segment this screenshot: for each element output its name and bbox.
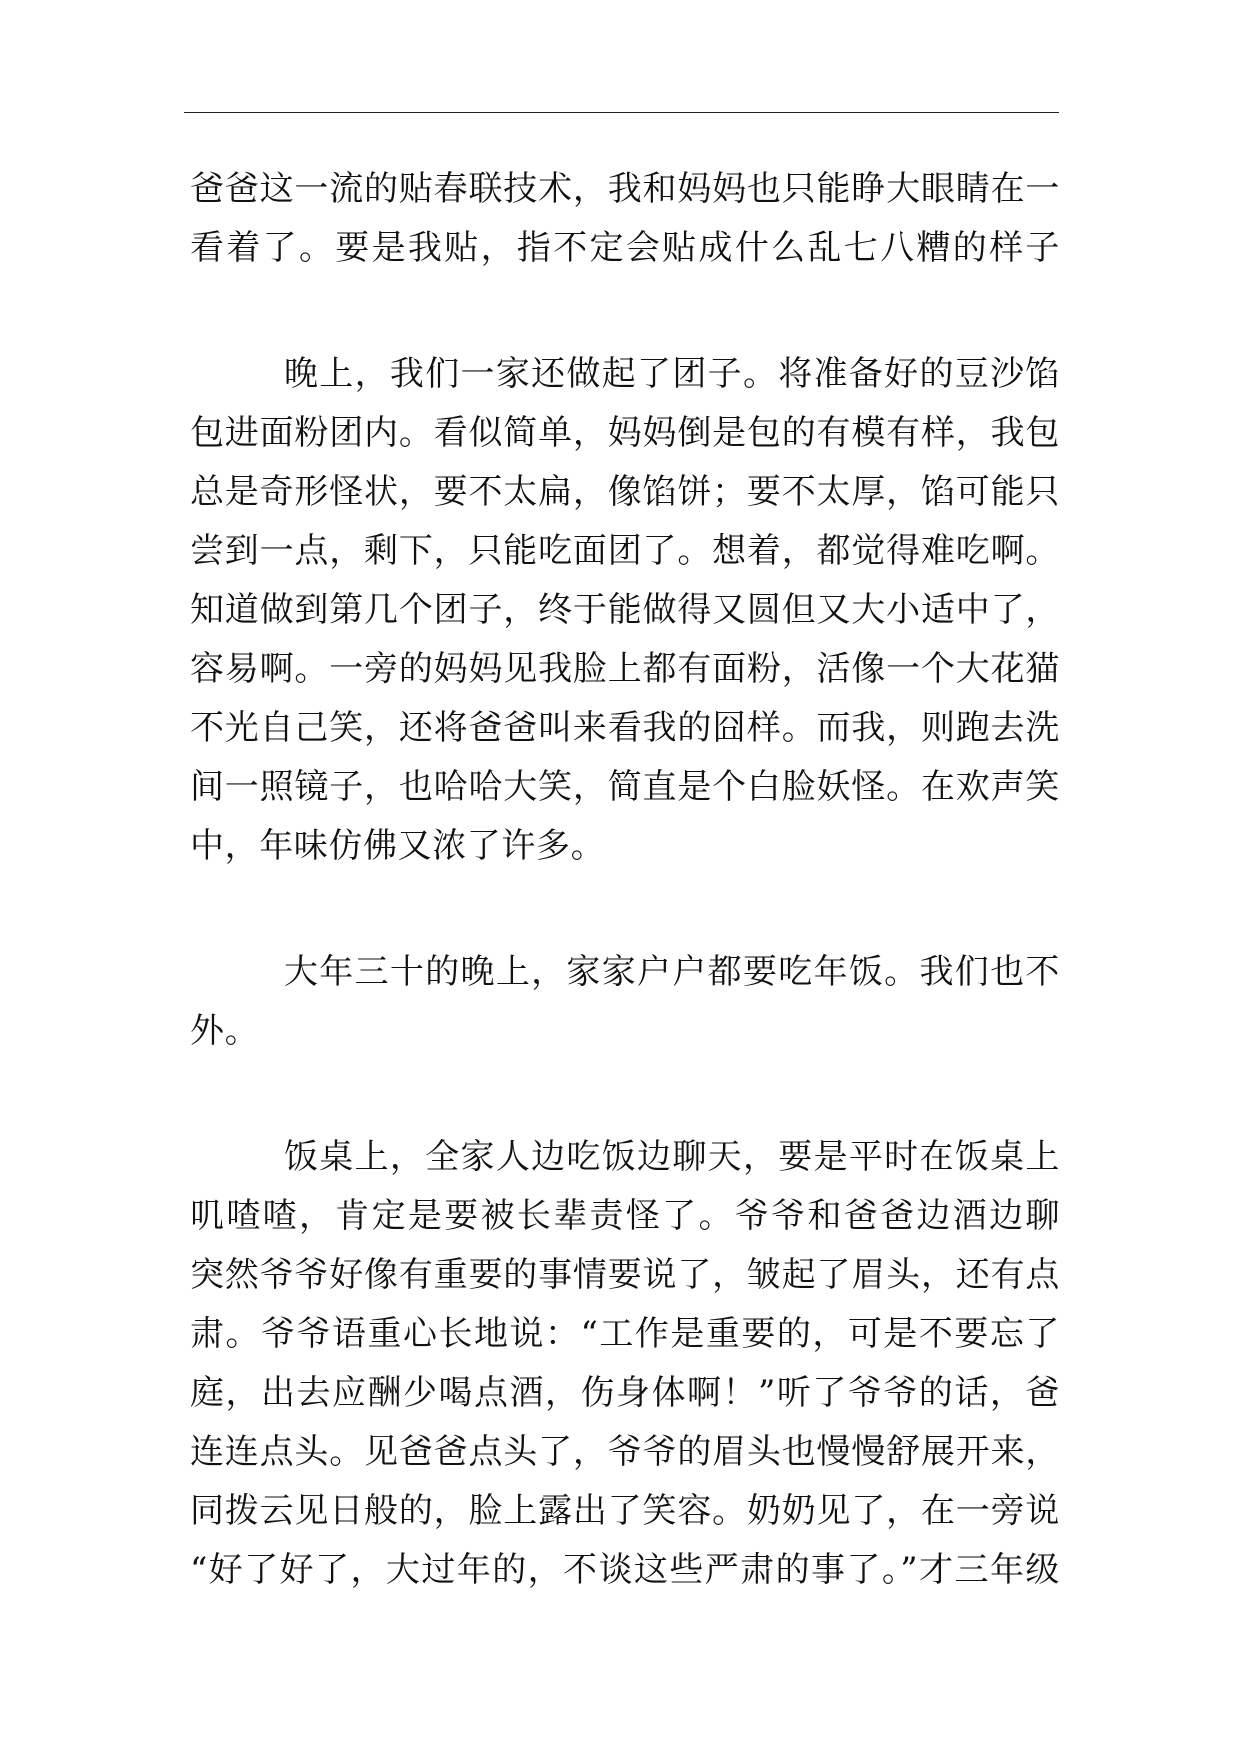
- text-line: 连连点头。见爸爸点头了，爷爷的眉头也慢慢舒展开来，: [190, 1432, 1060, 1472]
- text-line: 肃。爷爷语重心长地说：“工作是重要的，可是不要忘了: [190, 1314, 1060, 1354]
- text-line: 不光自己笑，还将爸爸叫来看我的囧样。而我，则跑去洗: [190, 708, 1060, 748]
- text-line: 爸爸这一流的贴春联技术，我和妈妈也只能睁大眼睛在一: [190, 169, 1060, 209]
- text-line: 包进面粉团内。看似简单，妈妈倒是包的有模有样，我包: [190, 413, 1060, 453]
- text-line: 看着了。要是我贴，指不定会贴成什么乱七八糟的样子: [190, 228, 1060, 268]
- text-line: 庭，出去应酬少喝点酒，伤身体啊！”听了爷爷的话，爸: [190, 1373, 1060, 1413]
- text-line: 叽喳喳，肯定是要被长辈责怪了。爷爷和爸爸边酒边聊: [190, 1196, 1060, 1236]
- text-line: 知道做到第几个团子，终于能做得又圆但又大小适中了，: [190, 590, 1060, 630]
- header-rule: [184, 112, 1059, 113]
- text-line: 饭桌上，全家人边吃饭边聊天，要是平时在饭桌上: [284, 1137, 1060, 1177]
- paragraph-4: [190, 1128, 1060, 1600]
- text-line: 同拨云见日般的，脸上露出了笑容。奶奶见了，在一旁说: [190, 1491, 1060, 1531]
- text-line: 尝到一点，剩下，只能吃面团了。想着，都觉得难吃啊。: [190, 531, 1060, 571]
- text-line: 大年三十的晚上，家家户户都要吃年饭。我们也不: [284, 952, 1060, 992]
- paragraph-3: [190, 943, 1060, 1061]
- paragraph-2: [190, 345, 1060, 876]
- text-line: “好了好了，大过年的，不谈这些严肃的事了。”才三年级: [190, 1550, 1060, 1590]
- text-line: 总是奇形怪状，要不太扁，像馅饼；要不太厚，馅可能只: [190, 472, 1060, 512]
- text-line: 突然爷爷好像有重要的事情要说了，皱起了眉头，还有点: [190, 1255, 1060, 1295]
- page-body: [190, 160, 1060, 1667]
- text-line: 外。: [190, 1011, 260, 1051]
- text-line: 中，年味仿佛又浓了许多。: [190, 826, 606, 866]
- text-line: 间一照镜子，也哈哈大笑，简直是个白脸妖怪。在欢声笑: [190, 767, 1060, 807]
- text-line: 容易啊。一旁的妈妈见我脸上都有面粉，活像一个大花猫: [190, 649, 1060, 689]
- paragraph-1: [190, 160, 1060, 278]
- text-line: 晚上，我们一家还做起了团子。将准备好的豆沙馅: [284, 354, 1060, 394]
